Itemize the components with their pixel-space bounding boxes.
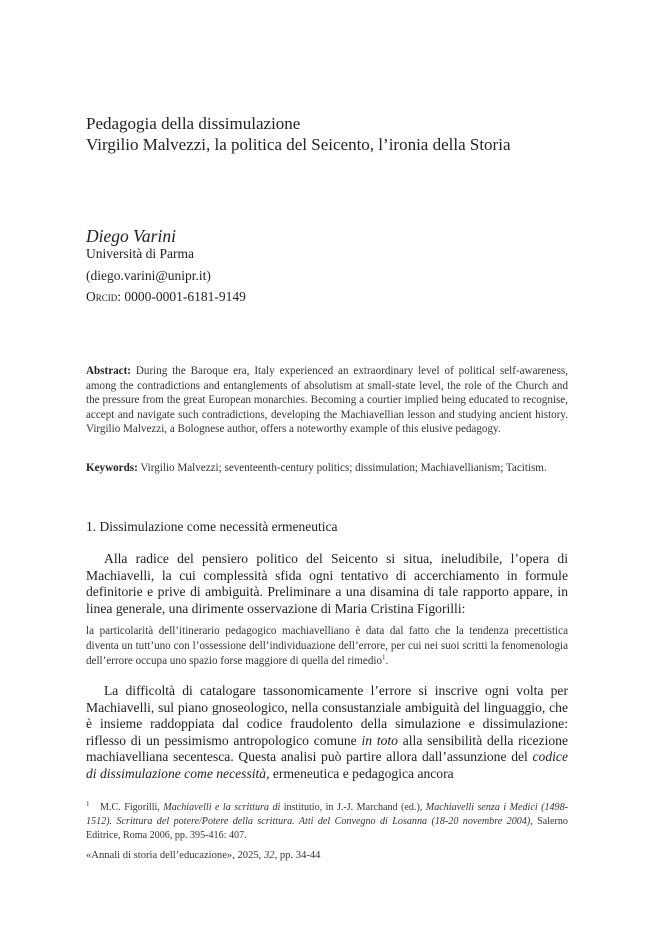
abstract-label: Abstract: xyxy=(86,365,131,377)
orcid xyxy=(86,286,246,308)
footnote: 1 M.C. Figorilli, Machiavelli e la scrittura di institutio, in J.-J. Marchand (ed.), Machiavelli senza i Medici (1498-1512). Scrittura del potere/Potere della scrittura. Atti del Convegno di Losanna (18-20 novembre 2004), Salerno Editrice, Roma 2006, pp. 395-416: 407. xyxy=(86,799,569,841)
journal-text-b: , pp. 34-44 xyxy=(274,850,321,861)
affiliation: Università di Parma xyxy=(86,246,194,261)
quote-text: la particolarità dell’itinerario pedagogico machiavelliano è data dal fatto che la tendenza precettistica diventa un tutt’uno con l’ossessione dell’individuazione dell’errore, per cui nei suoi scritti la fenomenologia dell’errore occupa uno spazio forse maggiore di quella del rimedio xyxy=(86,625,568,667)
author-info xyxy=(86,243,246,308)
block-quote: la particolarità dell’itinerario pedagogico machiavelliano è data dal fatto che la tendenza precettistica diventa un tutt’uno con l’ossessione dell’individuazione dell’errore, per cui nei suoi scritti la fenomenologia dell’errore occupa uno spazio forse maggiore di quella del rimedio$^1$. xyxy=(86,625,568,667)
abstract xyxy=(86,364,568,437)
footnote-text-a: M.C. Figorilli, xyxy=(100,802,164,813)
keywords xyxy=(86,461,568,476)
section-heading: 1. Dissimulazione come necessità ermeneutica xyxy=(86,519,338,534)
title-line-2: Virgilio Malvezzi, la politica del Seicento, l’ironia della Storia xyxy=(86,135,511,154)
footnote-ref[interactable]: 1 xyxy=(382,653,386,662)
journal-volume: 32 xyxy=(263,850,275,861)
orcid-label: Orcid xyxy=(86,289,118,304)
abstract-text: During the Baroque era, Italy experienced an extraordinary level of political self-awareness, among the contradictions and entanglements of absolutism at small-state level, the role of the Church and the pressure from the great European monarchies. Becoming a courtier implied being educated to recognise, accept and navigate such contradictions, developing the Machiavellian lesson and studying ancient history. Virgilio Malvezzi, a Bolognese author, offers a noteworthy example of this elusive pedagogy. xyxy=(86,365,568,435)
keywords-text: Virgilio Malvezzi; seventeenth-century politics; dissimulation; Machiavellianism; Tacitism. xyxy=(137,462,547,474)
para2-text-c: ermeneutica e pedagogica ancora xyxy=(269,765,454,781)
title-line-1: Pedagogia della dissimulazione xyxy=(86,114,301,133)
para2-text-b: alla sensibilità della ricezione machiavelliana secentesca. Questa analisi può partire allora dall’assunzione del xyxy=(86,732,568,765)
author-email[interactable]: (diego.varini@unipr.it) xyxy=(86,267,211,283)
footnote-italic-2: Machiavelli senza i Medici (1498-1512). Scrittura del potere/Potere della scrittura. Atti del Convegno di Losanna (18-20 novembre 2004) xyxy=(86,802,569,827)
body-paragraph-2 xyxy=(86,683,568,783)
para1-text: Alla radice del pensiero politico del Seicento si situa, ineludibile, l’opera di Machiavelli, la cui complessità sfida ogni tentativo di accerchiamento in formule definitorie e prive di ambiguità. Preliminare a una disamina di tale rapporto appare, in linea generale, una dirimente osservazione di Maria Cristina Figorilli: xyxy=(86,551,568,616)
article-title xyxy=(86,113,586,155)
orcid-value: : 0000-0001-6181-9149 xyxy=(117,289,246,304)
keywords-label: Keywords: xyxy=(86,462,138,474)
body-paragraph-1 xyxy=(86,551,568,617)
footnote-italic-1: Machiavelli e la scrittura di xyxy=(163,802,281,813)
footnote-text-b: institutio, in J.-J. Marchand (ed.), xyxy=(280,802,426,813)
para2-text-a: La difficoltà di catalogare tassonomicamente l’errore si inscrive ogni volta per Machiavelli, sul piano gnoseologico, nella consustanziale ambiguità del linguaggio, che è insieme raddoppiata dal codice fraudolento della simulazione e dissimulazione: riflesso di un pessimismo antropologico comune xyxy=(86,683,568,748)
footnote-text-c: , Salerno Editrice, Roma 2006, pp. 395-416: 407. xyxy=(86,816,568,841)
journal-text-a: «Annali di storia dell’educazione», 2025, xyxy=(86,850,264,861)
author-name: Diego Varini xyxy=(86,226,176,246)
para2-italic-1: in toto xyxy=(361,732,398,748)
para2-italic-2: codice di dissimulazione come necessità, xyxy=(86,749,568,781)
journal-citation xyxy=(86,850,320,861)
